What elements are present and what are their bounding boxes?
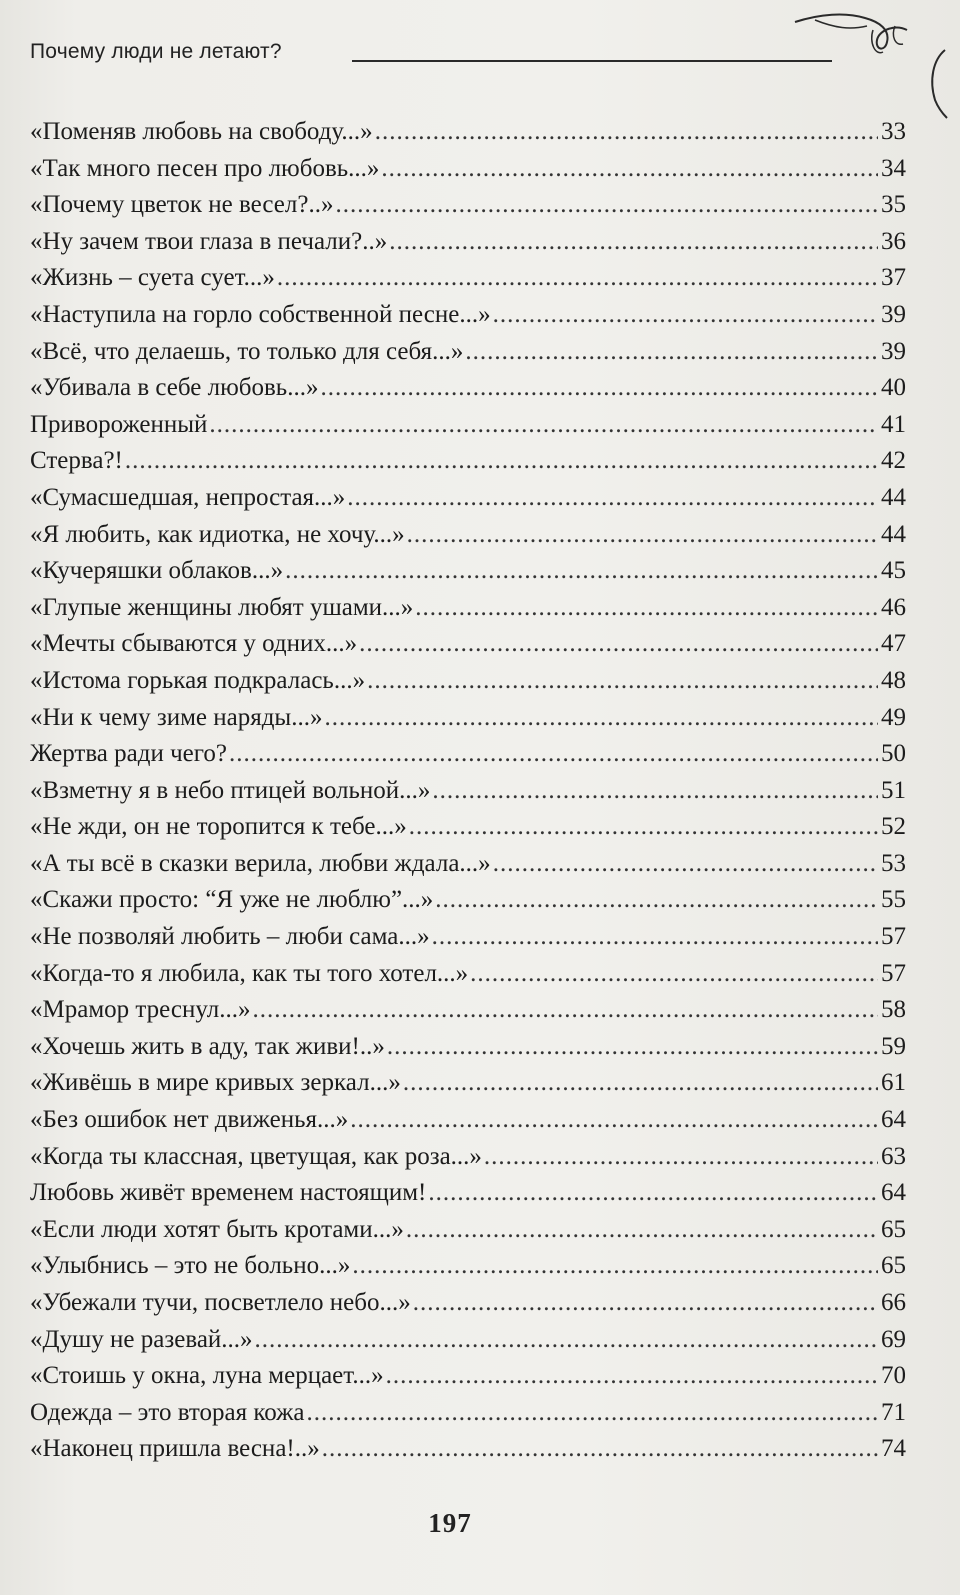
toc-entry [30,187,906,224]
toc-entry [30,846,906,883]
toc-entry-page: 61 [881,1069,906,1097]
toc-entry [30,151,906,188]
toc-dot-leader [409,809,878,846]
toc-entry-title: «Глупые женщины любят ушами...» [30,593,414,621]
toc-dot-leader [209,407,878,444]
toc-entry-title: Привороженный [30,410,208,438]
toc-dot-leader [406,1212,878,1249]
toc-entry-page: 44 [881,483,906,511]
toc-dot-leader [403,1065,878,1102]
toc-entry-page: 65 [881,1215,906,1243]
toc-entry-page: 45 [881,557,906,585]
toc-entry-page: 57 [881,959,906,987]
toc-entry [30,1065,906,1102]
header-rule [352,60,832,62]
toc-entry-title: «Не позволяй любить – люби сама...» [30,923,430,951]
toc-entry-title: «Улыбнись – это не больно...» [30,1252,351,1280]
toc-entry-page: 59 [881,1032,906,1060]
toc-entry-title: «Всё, что делаешь, то только для себя...» [30,337,464,365]
toc-dot-leader [493,297,878,334]
toc-entry [30,1322,906,1359]
toc-entry-page: 48 [881,666,906,694]
toc-entry-title: «Ну зачем твои глаза в печали?..» [30,227,388,255]
toc-entry [30,736,906,773]
toc-dot-leader [381,151,878,188]
toc-entry-page: 66 [881,1289,906,1316]
toc-dot-leader [465,334,878,371]
toc-entry-title: «Хочешь жить в аду, так живи!..» [30,1032,385,1060]
flourish-ornament-icon [795,0,945,120]
toc-entry-page: 55 [881,886,906,914]
toc-entry [30,626,906,663]
toc-dot-leader [306,1395,878,1432]
toc-entry [30,1139,906,1176]
toc-entry-title: «А ты всё в сказки верила, любви ждала...» [30,849,491,877]
toc-dot-leader [347,480,878,517]
toc-entry-title: «Поменяв любовь на свободу...» [30,118,373,145]
toc-dot-leader [435,882,878,919]
toc-dot-leader [387,1029,878,1066]
toc-entry-title: «Живёшь в мире кривых зеркал...» [30,1069,401,1097]
toc-entry [30,663,906,700]
toc-dot-leader [255,1322,878,1359]
toc-entry [30,553,906,590]
toc-entry-page: 58 [881,996,906,1024]
toc-entry [30,590,906,627]
toc-entry [30,992,906,1029]
toc-entry [30,919,906,956]
toc-dot-leader [386,1358,878,1395]
toc-entry-page: 34 [881,154,906,182]
toc-entry-title: «Душу не разевай...» [30,1325,253,1353]
toc-dot-leader [493,846,878,883]
toc-entry-page: 64 [881,1179,906,1207]
toc-entry [30,260,906,297]
toc-entry-title: «Кучеряшки облаков...» [30,557,284,585]
toc-entry-page: 52 [881,813,906,841]
toc-entry [30,956,906,993]
toc-entry [30,1212,906,1249]
toc-entry-page: 46 [881,593,906,621]
toc-entry [30,480,906,517]
toc-entry-title: «Стоишь у окна, луна мерцает...» [30,1362,384,1390]
toc-entry-title: «Истома горькая подкралась...» [30,666,366,694]
toc-dot-leader [125,443,878,480]
toc-entry-page: 53 [881,849,906,877]
toc-entry-title: «Скажи просто: “Я уже не люблю”...» [30,886,434,914]
toc-entry [30,882,906,919]
toc-dot-leader [375,114,878,151]
toc-entry-title: «Мрамор треснул...» [30,996,251,1024]
toc-entry-title: «Наступила на горло собственной песне...» [30,300,491,328]
toc-dot-leader [432,919,878,956]
toc-entry-page: 40 [881,374,906,402]
toc-entry [30,297,906,334]
toc-dot-leader [324,700,878,737]
toc-entry-title: «Когда ты классная, цветущая, как роза...» [30,1142,482,1170]
toc-entry-title: «Если люди хотят быть кротами...» [30,1215,404,1243]
toc-entry [30,809,906,846]
toc-entry-title: «Наконец пришла весна!..» [30,1435,320,1463]
toc-entry-title: «Так много песен про любовь...» [30,154,380,182]
toc-dot-leader [470,956,878,993]
toc-entry-page: 70 [881,1362,906,1390]
toc-entry-title: «Не жди, он не торопится к тебе...» [30,813,407,841]
toc-dot-leader [359,626,878,663]
toc-entry-title: «Мечты сбываются у одних...» [30,630,358,658]
toc-entry [30,1102,906,1139]
toc-entry-title: Стерва?! [30,447,123,475]
toc-dot-leader [484,1139,878,1176]
toc-dot-leader [352,1248,878,1285]
toc-dot-leader [322,1431,878,1468]
toc-entry-page: 71 [881,1398,906,1426]
toc-entry-title: «Ни к чему зиме наряды...» [30,703,323,731]
toc-dot-leader [367,663,878,700]
toc-entry [30,1029,906,1066]
toc-entry-page: 49 [881,703,906,731]
table-of-contents [30,114,906,1468]
toc-entry-page: 33 [881,118,906,145]
toc-entry-title: «Убивала в себе любовь...» [30,374,319,402]
toc-dot-leader [320,370,878,407]
toc-entry-page: 37 [881,264,906,292]
toc-entry-page: 44 [881,520,906,548]
running-title: Почему люди не летают? [30,40,282,63]
toc-dot-leader [415,590,878,627]
toc-entry-page: 64 [881,1106,906,1134]
toc-entry [30,407,906,444]
toc-dot-leader [428,1175,878,1212]
toc-entry-title: Любовь живёт временем настоящим! [30,1179,427,1207]
toc-entry-page: 69 [881,1325,906,1353]
toc-entry-page: 41 [881,410,906,438]
toc-entry-title: «Сумасшедшая, непростая...» [30,483,346,511]
toc-dot-leader [252,992,878,1029]
toc-entry-page: 63 [881,1142,906,1170]
toc-entry-page: 42 [881,447,906,475]
toc-entry [30,224,906,261]
toc-dot-leader [432,773,878,810]
toc-entry-title: Жертва ради чего? [30,740,227,768]
toc-entry [30,334,906,371]
toc-entry-page: 36 [881,227,906,255]
toc-entry-page: 47 [881,630,906,658]
toc-entry [30,370,906,407]
toc-dot-leader [277,260,878,297]
toc-entry [30,443,906,480]
toc-entry-title: «Без ошибок нет движенья...» [30,1106,349,1134]
toc-entry-page: 39 [881,337,906,365]
toc-entry [30,1395,906,1432]
toc-entry-title: Одежда – это вторая кожа [30,1398,305,1426]
toc-entry-title: «Жизнь – суета сует...» [30,264,275,292]
toc-dot-leader [229,736,878,773]
toc-entry-title: «Почему цветок не весел?..» [30,191,334,219]
toc-dot-leader [413,1285,878,1322]
toc-dot-leader [389,224,878,261]
toc-entry [30,1358,906,1395]
toc-dot-leader [350,1102,878,1139]
toc-entry-page: 74 [881,1435,906,1463]
toc-dot-leader [335,187,878,224]
toc-entry [30,1248,906,1285]
toc-entry-page: 65 [881,1252,906,1280]
toc-entry-page: 57 [881,923,906,951]
toc-entry-title: «Когда-то я любила, как ты того хотел...» [30,959,469,987]
toc-entry [30,1175,906,1212]
toc-entry [30,773,906,810]
toc-entry-page: 35 [881,191,906,219]
toc-entry-page: 39 [881,300,906,328]
toc-entry-title: «Я любить, как идиотка, не хочу...» [30,520,405,548]
toc-dot-leader [285,553,878,590]
toc-entry [30,700,906,737]
toc-entry [30,114,906,151]
toc-entry-title: «Убежали тучи, посветлело небо...» [30,1289,411,1316]
toc-entry [30,1285,906,1322]
page-number: 197 [428,1508,472,1538]
toc-entry-title: «Взметну я в небо птицей вольной...» [30,776,431,804]
toc-entry [30,1431,906,1468]
toc-entry [30,517,906,554]
toc-dot-leader [407,517,878,554]
toc-entry-page: 51 [881,776,906,804]
toc-entry-page: 50 [881,740,906,768]
